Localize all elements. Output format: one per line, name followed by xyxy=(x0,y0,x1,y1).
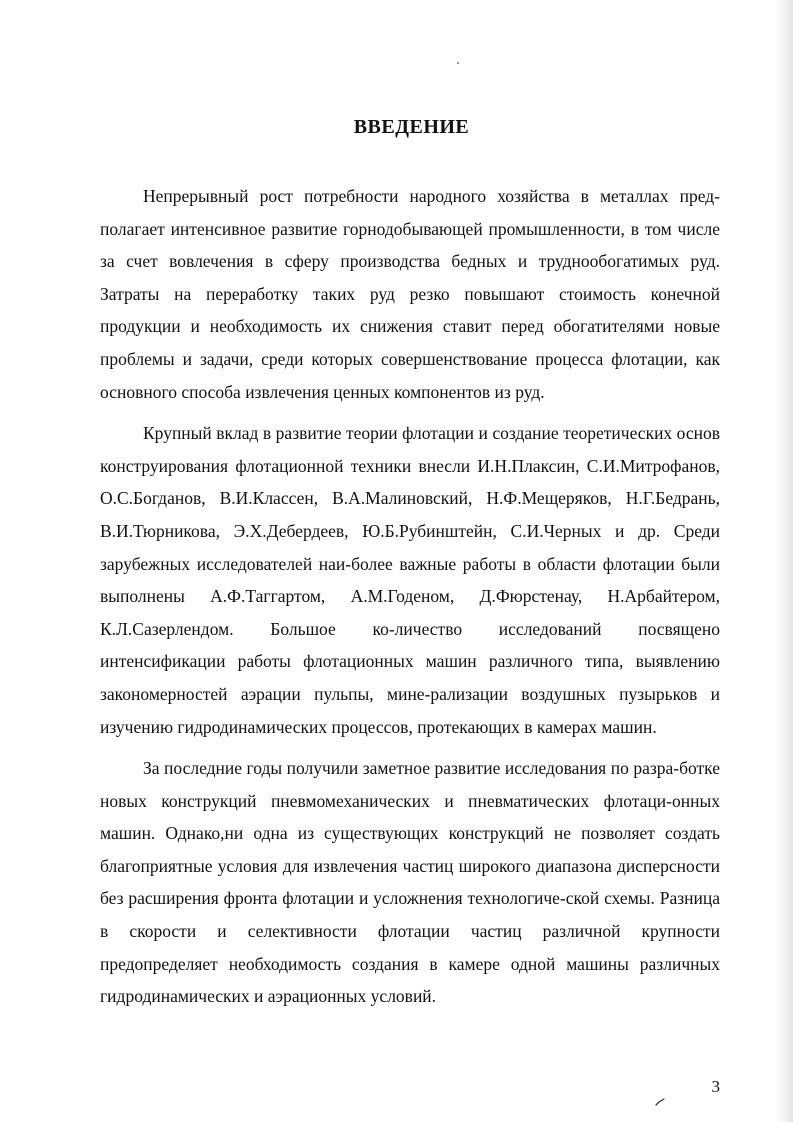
paragraph-3: За последние годы получили заметное развитие исследования по разра-ботке новых конструкций пневмомеханических и пневматических флотаци-онных машин. Однако,ни одна из существующих конструкций не позволяет создать благоприятные условия для извлечения частиц широкого диапазона дисперсности без расширения фронта флотации и усложнения технологиче-ской схемы. Разница в скорости и селективности флотации частиц различной крупности предопределяет необходимость создания в камере одной машины различных гидродинамических и аэрационных условий. xyxy=(100,758,720,1007)
body-text xyxy=(100,180,720,1022)
handwritten-tick-mark xyxy=(655,1098,665,1106)
page-number: 3 xyxy=(711,1077,720,1096)
paragraph-1: Непрерывный рост потребности народного хозяйства в металлах пред-полагает интенсивное развитие горнодобывающей промышленности, в том числе за счет вовлечения в сферу производства бедных и труднообогатимых руд. Затраты на переработку таких руд резко повышают стоимость конечной продукции и необходимость их снижения ставит перед обогатителями новые проблемы и задачи, среди которых совершенствование процесса флотации, как основного способа извлечения ценных компонентов из руд. xyxy=(100,186,720,402)
scan-edge-shadow xyxy=(775,0,793,1122)
paragraph-2: Крупный вклад в развитие теории флотации и создание теоретических основ конструирования флотационной техники внесли И.Н.Плаксин, С.И.Митрофанов, О.С.Богданов, В.И.Классен, В.А.Малиновский, Н.Ф.Мещеряков, Н.Г.Бедрань, В.И.Тюрникова, Э.Х.Дебердеев, Ю.Б.Рубинштейн, С.И.Черных и др. Среди зарубежных исследователей наи-более важные работы в области флотации были выполнены А.Ф.Таггартом, А.М.Годеном, Д.Фюрстенау, Н.Арбайтером, К.Л.Сазерлендом. Большое ко-личество исследований посвящено интенсификации работы флотационных машин различного типа, выявлению закономерностей аэрации пульпы, мине-рализации воздушных пузырьков и изучению гидродинамических процессов, протекающих в камерах машин. xyxy=(100,423,720,737)
page-title: ВВЕДЕНИЕ xyxy=(353,116,470,138)
scan-speck xyxy=(457,62,459,64)
